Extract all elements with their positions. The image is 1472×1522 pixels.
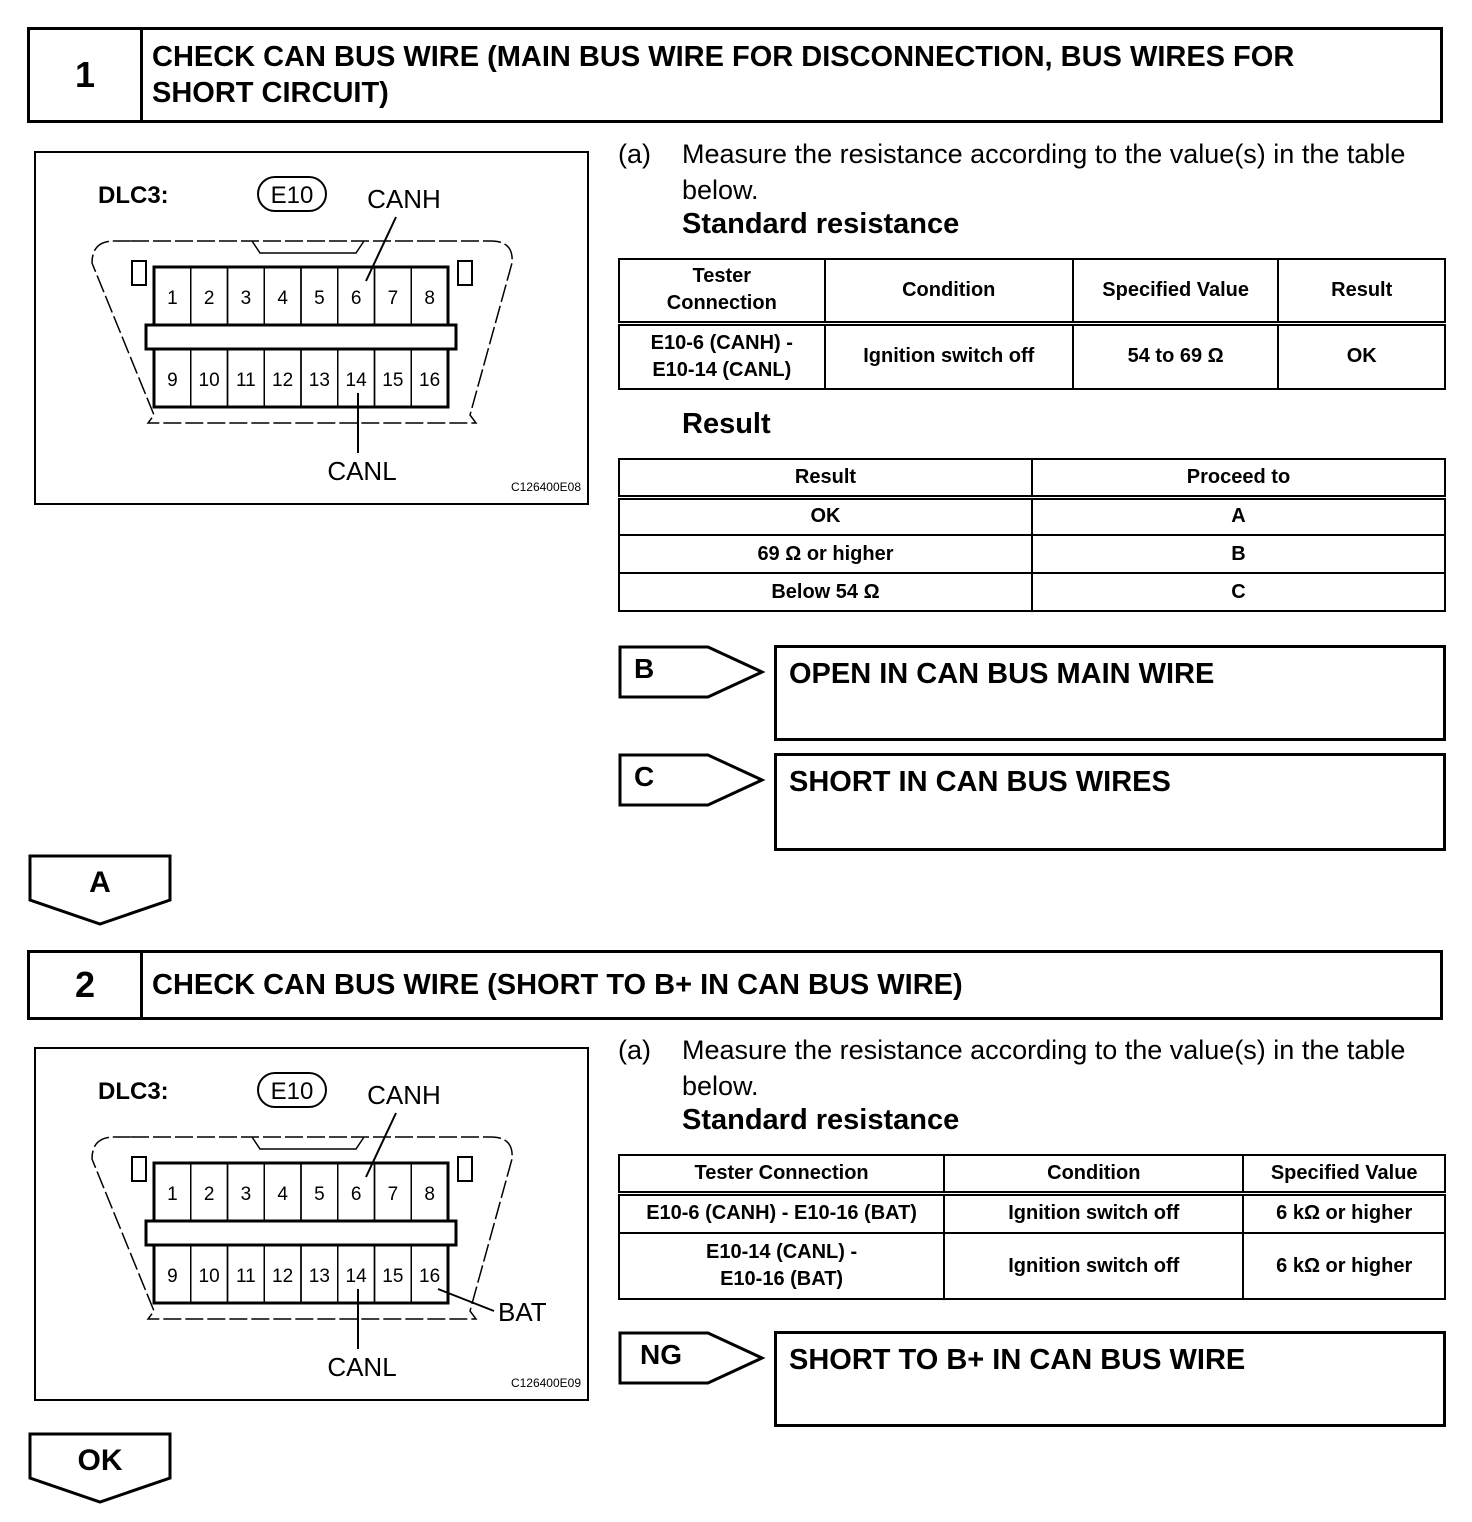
instruction-text: Measure the resistance according to the value(s) in the table below. xyxy=(682,139,1406,205)
pin-number: 7 xyxy=(387,1184,399,1205)
instruction-text: Measure the resistance according to the value(s) in the table below. xyxy=(682,1035,1406,1101)
spec-header: Condition xyxy=(944,1155,1243,1193)
spec-cell: Ignition switch off xyxy=(944,1233,1243,1299)
result-cell: B xyxy=(1032,535,1445,573)
pin-number: 15 xyxy=(382,370,404,391)
flag-label: NG xyxy=(640,1339,682,1370)
table-row xyxy=(619,573,1445,611)
latch-right xyxy=(458,261,472,285)
spec-cell: E10-6 (CANH) - E10-16 (BAT) xyxy=(619,1193,944,1233)
table-row xyxy=(619,535,1445,573)
connector-key xyxy=(252,241,364,253)
outcome-ng-flag[interactable] xyxy=(618,1331,766,1392)
next-flag-a[interactable] xyxy=(28,854,174,933)
outcome-c-flag[interactable] xyxy=(618,753,766,814)
pin-number: 5 xyxy=(314,288,325,309)
pin-number: 12 xyxy=(272,370,294,391)
step-2-spec-table xyxy=(618,1154,1446,1300)
spec-header: Result xyxy=(1278,259,1445,323)
table-row xyxy=(619,1233,1445,1299)
spec-cell: 54 to 69 Ω xyxy=(1073,323,1279,389)
figure-id: C126400E09 xyxy=(510,1376,581,1390)
pin-number: 3 xyxy=(240,288,252,309)
outcome-c-box: SHORT IN CAN BUS WIRES xyxy=(774,753,1446,851)
next-flag-ok[interactable] xyxy=(28,1432,174,1511)
step-1-result-heading: Result xyxy=(682,408,771,440)
pin-number: 13 xyxy=(308,1266,330,1287)
outcome-ng-box: SHORT TO B+ IN CAN BUS WIRE xyxy=(774,1331,1446,1427)
spec-header: Specified Value xyxy=(1073,259,1279,323)
table-row xyxy=(619,323,1445,389)
flag-label: OK xyxy=(77,1444,123,1477)
spec-cell: Ignition switch off xyxy=(944,1193,1243,1233)
pin-number: 13 xyxy=(308,370,330,391)
spec-header: Tester Connection xyxy=(619,259,825,323)
flag-label: B xyxy=(634,653,655,684)
spec-header: Condition xyxy=(825,259,1073,323)
step-2-header xyxy=(27,950,1443,1020)
figure-id: C126400E08 xyxy=(510,480,581,494)
spec-cell: 6 kΩ or higher xyxy=(1243,1233,1445,1299)
step-1-standard-heading: Standard resistance xyxy=(682,208,960,240)
pin-number: 16 xyxy=(419,370,441,391)
table-row xyxy=(619,1193,1445,1233)
spec-cell: OK xyxy=(1278,323,1445,389)
pin-number: 11 xyxy=(236,1266,256,1287)
step-1-result-table xyxy=(618,458,1446,612)
result-cell: A xyxy=(1032,497,1445,535)
connector-code: E10 xyxy=(270,182,314,209)
instruction-label: (a) xyxy=(618,139,651,169)
spec-cell: Ignition switch off xyxy=(825,323,1073,389)
bat-label: BAT xyxy=(498,1297,547,1327)
pin-number: 15 xyxy=(382,1266,404,1287)
step-2-title: CHECK CAN BUS WIRE (SHORT TO B+ IN CAN BUS WIRE) xyxy=(152,969,963,1001)
table-row xyxy=(619,497,1445,535)
pin-number: 9 xyxy=(167,370,178,391)
connector-label: DLC3: xyxy=(98,1078,169,1105)
pin-number: 7 xyxy=(387,288,399,309)
step-1-spec-table xyxy=(618,258,1446,390)
pin-number: 3 xyxy=(240,1184,252,1205)
pin-number: 9 xyxy=(167,1266,178,1287)
step-2-standard-heading: Standard resistance xyxy=(682,1104,960,1136)
instruction-label: (a) xyxy=(618,1035,651,1065)
step-1-number: 1 xyxy=(30,30,143,120)
step-2-figure xyxy=(34,1047,589,1401)
result-cell: Below 54 Ω xyxy=(619,573,1032,611)
dlc3-connector-diagram-2 xyxy=(36,1049,587,1399)
result-header: Result xyxy=(619,459,1032,497)
pin-number: 12 xyxy=(272,1266,294,1287)
pin-number: 11 xyxy=(236,370,256,391)
result-cell: 69 Ω or higher xyxy=(619,535,1032,573)
connector-code: E10 xyxy=(270,1078,314,1105)
pin-number: 2 xyxy=(203,288,215,309)
result-cell: C xyxy=(1032,573,1445,611)
result-header: Proceed to xyxy=(1032,459,1445,497)
spec-header: Specified Value xyxy=(1243,1155,1445,1193)
pin-number: 10 xyxy=(198,370,220,391)
pin-number: 6 xyxy=(350,1184,362,1205)
pin-number: 8 xyxy=(424,288,435,309)
canh-label: CANH xyxy=(367,184,441,214)
step-2-number: 2 xyxy=(30,953,143,1017)
spec-cell: E10-14 (CANL) - E10-16 (BAT) xyxy=(619,1233,944,1299)
pin-number: 6 xyxy=(350,288,362,309)
step-1-title: CHECK CAN BUS WIRE (MAIN BUS WIRE FOR DISCONNECTION, BUS WIRES FOR SHORT CIRCUIT) xyxy=(152,41,1295,109)
pin-number: 16 xyxy=(419,1266,441,1287)
pin-number: 1 xyxy=(167,1184,178,1205)
pin-number: 14 xyxy=(345,370,367,391)
outcome-b-flag[interactable] xyxy=(618,645,766,706)
pin-number: 1 xyxy=(167,288,178,309)
outcome-b-box: OPEN IN CAN BUS MAIN WIRE xyxy=(774,645,1446,741)
latch-right xyxy=(458,1157,472,1181)
latch-left xyxy=(132,1157,146,1181)
pin-number: 4 xyxy=(277,288,288,309)
pin-separator xyxy=(146,325,456,349)
pin-separator xyxy=(146,1221,456,1245)
result-cell: OK xyxy=(619,497,1032,535)
step-1-figure xyxy=(34,151,589,505)
latch-left xyxy=(132,261,146,285)
canl-label: CANL xyxy=(327,456,397,486)
connector-key xyxy=(252,1137,364,1149)
flag-label: A xyxy=(89,866,111,899)
pin-number: 10 xyxy=(198,1266,220,1287)
step-1-header xyxy=(27,27,1443,123)
pin-number: 5 xyxy=(314,1184,325,1205)
pin-number: 4 xyxy=(277,1184,288,1205)
pin-number: 2 xyxy=(203,1184,215,1205)
spec-cell: E10-6 (CANH) - E10-14 (CANL) xyxy=(619,323,825,389)
spec-header: Tester Connection xyxy=(619,1155,944,1193)
pin-number: 8 xyxy=(424,1184,435,1205)
canl-label: CANL xyxy=(327,1352,397,1382)
spec-cell: 6 kΩ or higher xyxy=(1243,1193,1445,1233)
dlc3-connector-diagram-1 xyxy=(36,153,587,503)
pin-number: 14 xyxy=(345,1266,367,1287)
connector-label: DLC3: xyxy=(98,182,169,209)
flag-label: C xyxy=(634,761,655,792)
canh-label: CANH xyxy=(367,1080,441,1110)
